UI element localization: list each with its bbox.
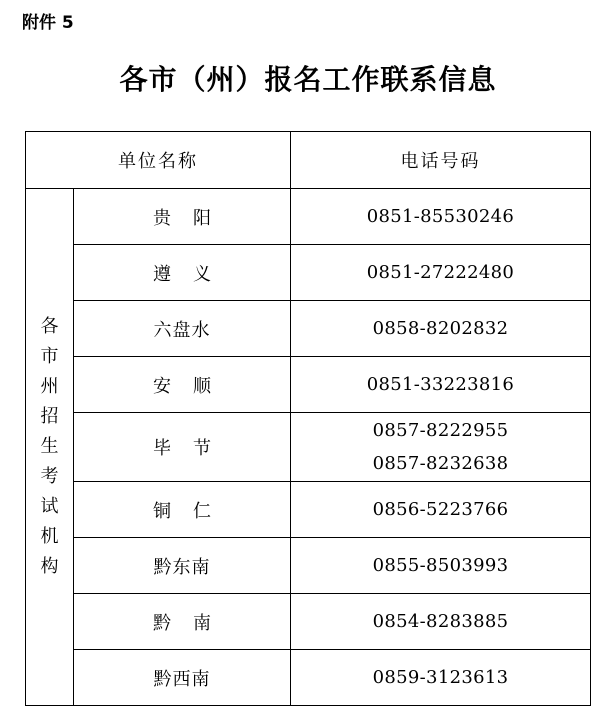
page-title: 各市（州）报名工作联系信息	[119, 63, 497, 96]
phone-number: 0854-8283885	[291, 594, 591, 650]
group-label-char: 考	[40, 466, 59, 487]
unit-name: 黔西南	[74, 650, 291, 706]
group-label-char: 州	[40, 376, 59, 397]
group-label-char: 机	[40, 526, 59, 547]
phone-number-line: 0857-8232638	[372, 453, 509, 474]
phone-number: 0858-8202832	[291, 301, 591, 357]
phone-number	[291, 413, 591, 482]
group-label	[26, 189, 74, 706]
phone-number: 0851-27222480	[291, 245, 591, 301]
column-header-unit: 单位名称	[26, 132, 291, 189]
unit-name: 安顺	[74, 357, 291, 413]
phone-number: 0856-5223766	[291, 482, 591, 538]
phone-number: 0859-3123613	[291, 650, 591, 706]
group-label-char: 生	[40, 436, 59, 457]
unit-name: 六盘水	[74, 301, 291, 357]
phone-number: 0855-8503993	[291, 538, 591, 594]
unit-name: 黔南	[74, 594, 291, 650]
unit-name: 贵阳	[74, 189, 291, 245]
table-row	[26, 538, 591, 594]
table-row	[26, 413, 591, 482]
unit-name: 铜仁	[74, 482, 291, 538]
phone-number-line: 0857-8222955	[372, 420, 509, 441]
unit-name: 遵义	[74, 245, 291, 301]
table-row	[26, 189, 591, 245]
group-label-char: 试	[40, 496, 59, 517]
table-row	[26, 482, 591, 538]
table-row	[26, 650, 591, 706]
phone-number: 0851-33223816	[291, 357, 591, 413]
phone-number: 0851-85530246	[291, 189, 591, 245]
unit-name: 黔东南	[74, 538, 291, 594]
unit-name: 毕节	[74, 413, 291, 482]
table-row	[26, 357, 591, 413]
column-header-phone: 电话号码	[291, 132, 591, 189]
table-row	[26, 245, 591, 301]
group-label-char: 各	[40, 316, 59, 337]
attachment-label: 附件 5	[22, 13, 74, 33]
group-label-char: 招	[40, 406, 59, 427]
table-row	[26, 301, 591, 357]
group-label-char: 市	[40, 346, 59, 367]
table-row	[26, 594, 591, 650]
group-label-char: 构	[40, 556, 59, 577]
contact-table	[25, 131, 591, 706]
table-header-row	[26, 132, 591, 189]
